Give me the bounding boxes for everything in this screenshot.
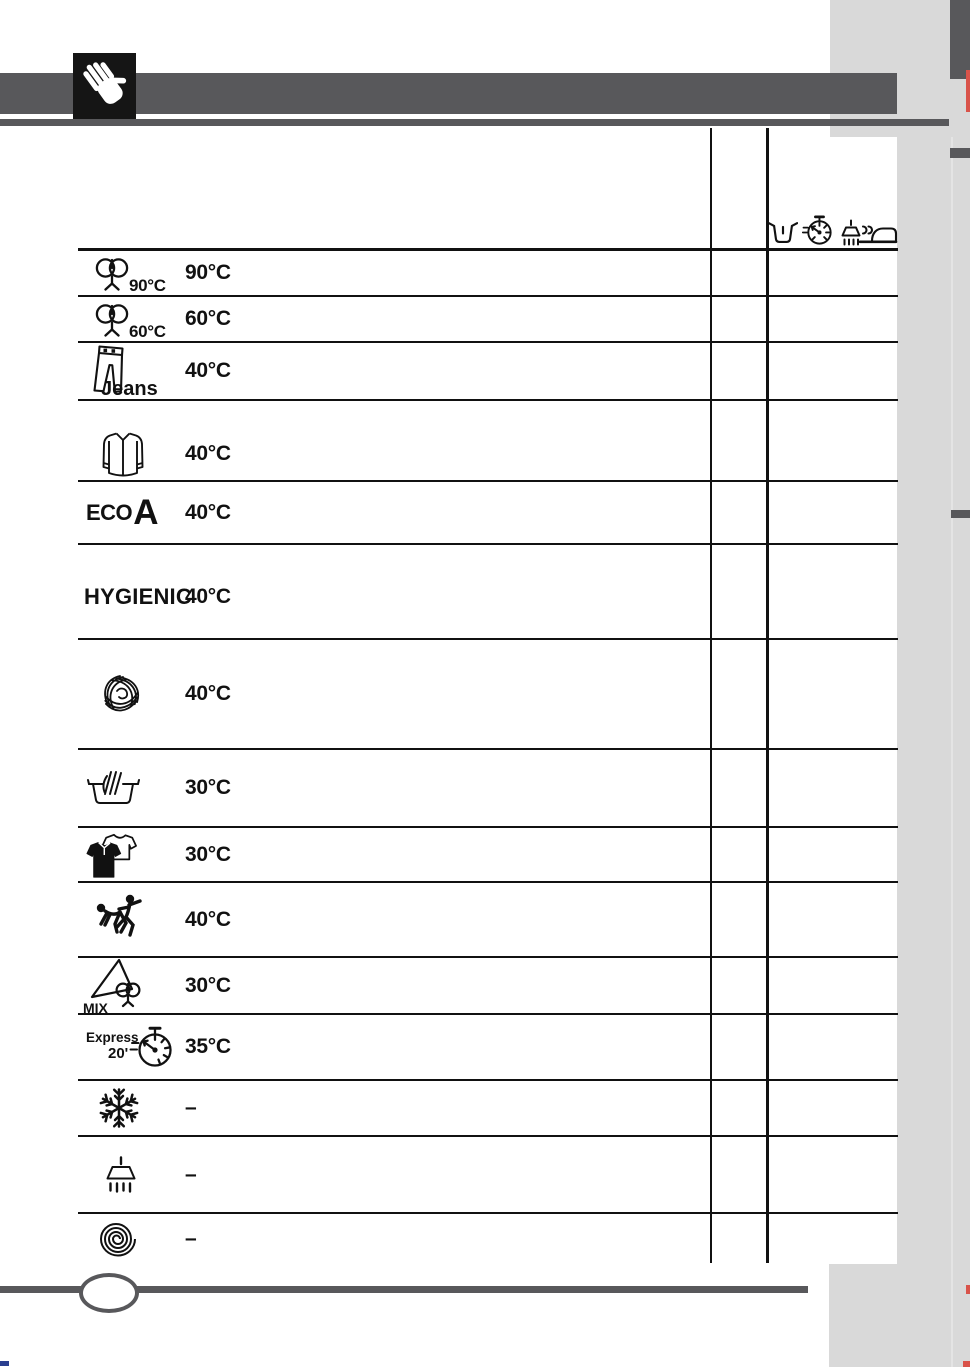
temperature-value: 90°C [185,261,231,284]
dark-garments-icon [86,830,138,880]
table-row [78,401,710,480]
program-icon-cell [98,431,148,477]
wash-tub-icon [768,220,798,246]
sport-icon [90,892,148,948]
program-icon-cell [83,958,144,1016]
table-grid-vline-2 [766,128,769,1263]
footer-oval-marker [79,1273,139,1313]
table-row [78,883,710,956]
temperature-value: 40°C [185,441,231,465]
table-row [78,958,710,1016]
program-icon-cell [86,830,138,880]
temperature-value: – [185,1096,197,1119]
options-column-header [766,210,898,246]
program-icon-label: Jeans [101,377,158,400]
iron-icon [856,220,898,246]
snowflake-icon [98,1085,140,1131]
temperature-value: – [185,1162,197,1186]
drain-icon [96,1155,146,1195]
program-icon-cell [84,584,192,610]
temperature-value: 30°C [185,776,231,799]
shirt-icon [98,431,148,477]
temperature-value: 35°C [185,1035,231,1058]
program-icon-label-2: 20' [108,1045,129,1063]
program-label: ECO [86,499,133,525]
temperature-value: 30°C [185,973,231,997]
page-corner-red-dot [963,1361,970,1367]
band-divider-line [951,137,953,1367]
program-label: HYGIENIC [84,583,192,609]
cotton-flower-icon [92,301,132,337]
temperature-value: 40°C [185,682,231,705]
temperature-value: 40°C [185,907,231,931]
table-grid-vline-1 [710,128,712,1263]
page-edge-mark-2 [951,510,970,518]
table-row [78,1081,710,1135]
table-row [78,251,710,295]
program-icon-cell [98,1219,138,1259]
cotton-flower-icon [92,255,132,291]
program-icon-label: 90°C [129,276,166,295]
page-edge-red-mark-top [966,70,970,112]
temperature-value: 40°C [185,359,231,382]
stopwatch-icon [802,214,835,247]
table-row [78,1137,710,1212]
chapter-icon-tile [73,53,136,119]
program-icon-label: Express [86,1030,139,1046]
program-icon-cell [92,255,166,295]
temperature-value: 40°C [185,500,231,524]
program-icon-cell [98,1085,140,1131]
table-row [78,828,710,881]
program-icon-cell [92,301,166,341]
table-row [78,545,710,638]
table-row [78,343,710,399]
page-edge-red-mark-bottom [966,1285,970,1294]
program-icon-cell: ECO A [86,492,158,532]
program-icon-cell [86,767,142,809]
page-edge-mark-1 [950,148,970,158]
program-icon-cell [88,343,158,400]
program-icon-label-group [86,1031,139,1062]
page-edge-strip-top [950,0,970,79]
temperature-value: 30°C [185,842,231,866]
temperature-value: 60°C [185,307,231,330]
table-row [78,750,710,826]
table-row [78,482,710,543]
header-divider-line [0,119,949,126]
program-icon-cell [86,1024,175,1070]
table-row [78,640,710,748]
table-row [78,297,710,341]
temperature-value: – [185,1226,197,1250]
hand-icon [77,56,133,116]
program-icon-cell [96,1155,146,1195]
hand-wash-icon [86,767,142,809]
program-icon-label: MIX [83,1000,108,1016]
program-icon-cell [98,669,144,719]
bottom-gray-block [829,1264,970,1367]
right-gray-band [897,0,970,1264]
temperature-value: 40°C [185,584,231,608]
spin-icon [98,1219,138,1259]
table-row [78,1015,710,1079]
table-row [78,1214,710,1263]
program-icon-label: 60°C [129,322,166,341]
page-corner-blue-dot [0,1361,9,1366]
program-icon-cell [90,892,148,948]
wool-icon [98,669,144,719]
